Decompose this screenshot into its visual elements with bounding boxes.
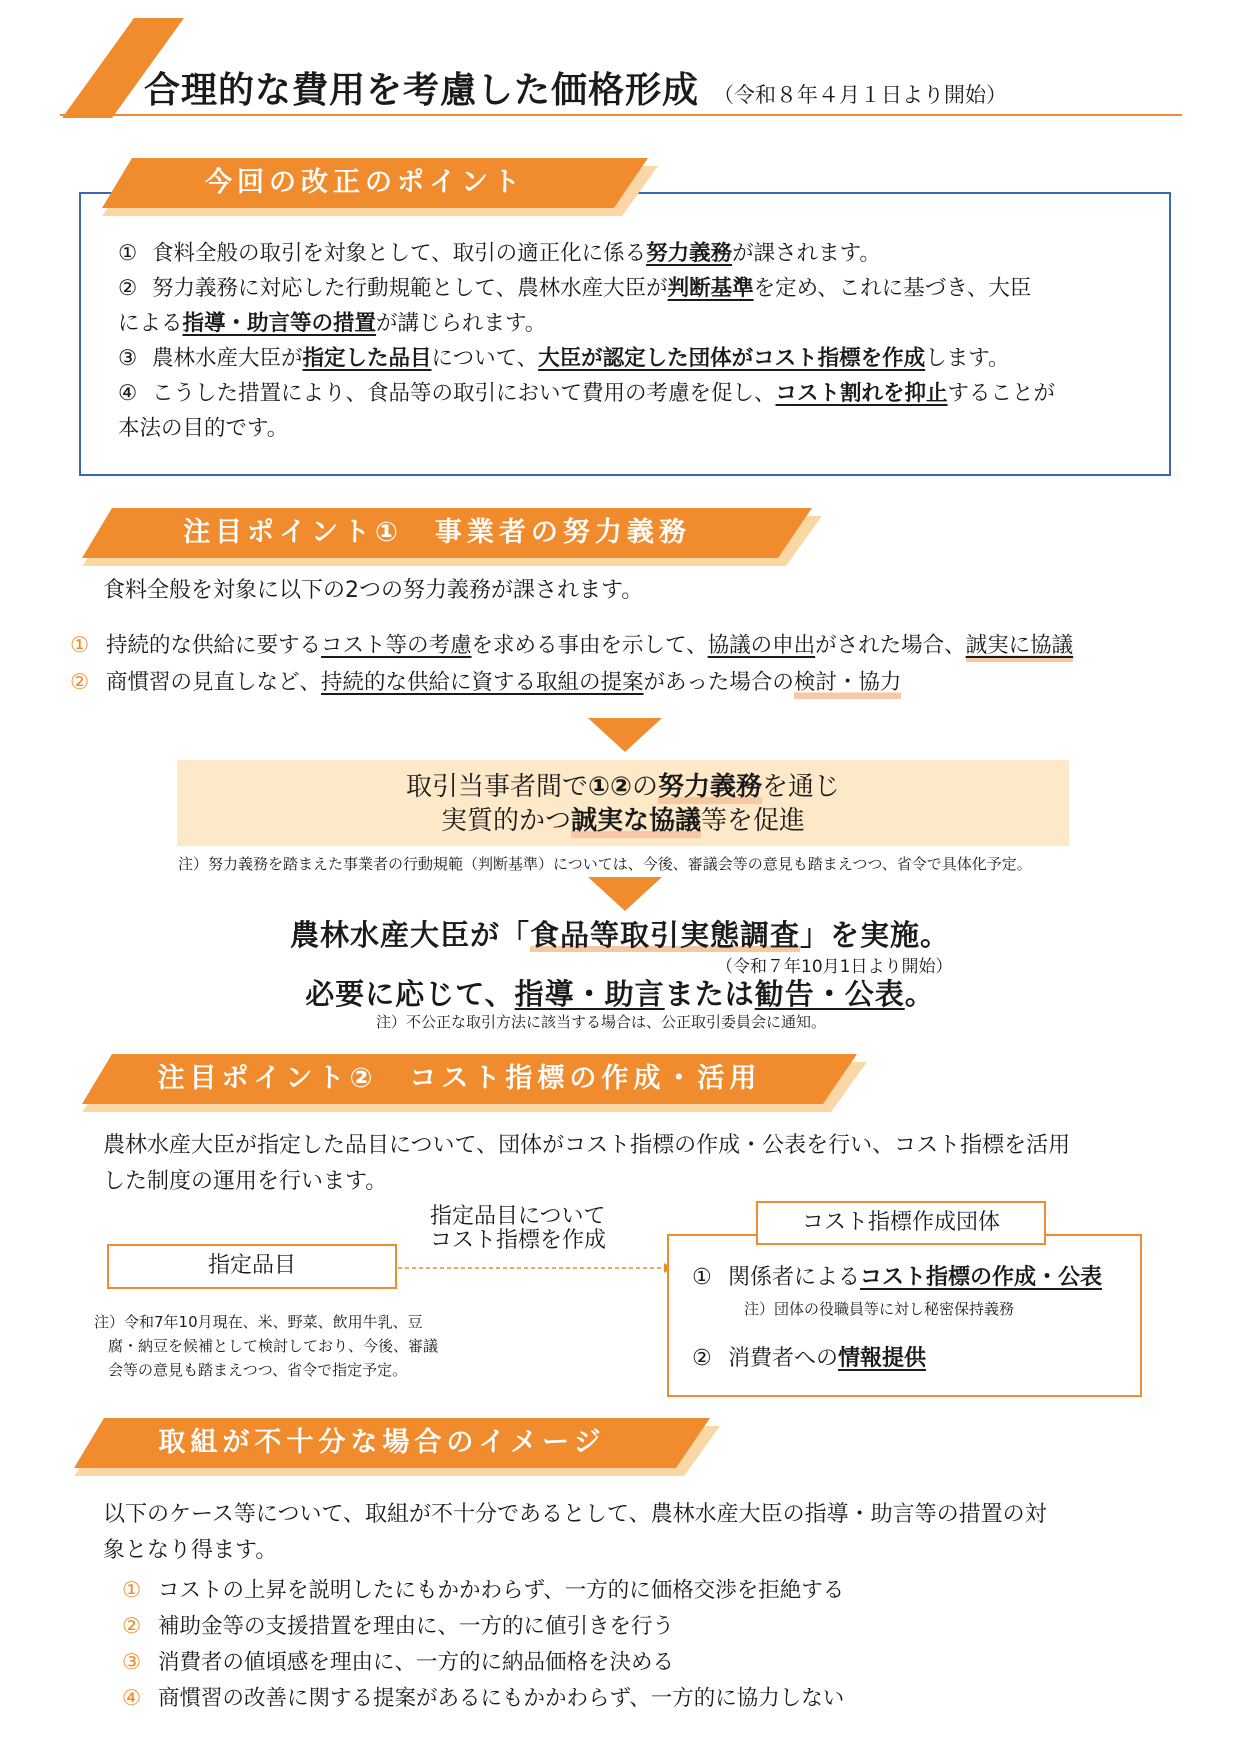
insufficient-case [122,1645,844,1681]
org-role-1-text: 関係者による [728,1265,861,1290]
insufficient-case-list [122,1573,844,1717]
survey-text-c: 」を実施。 [800,918,951,952]
focus2-banner-label: 注目ポイント② コスト指標の作成・活用 [157,1063,762,1094]
text-segment: が講じられます。 [376,311,547,336]
reform-point [118,341,1163,376]
text-segment: について、 [431,346,539,371]
case-num: ② [122,1614,142,1639]
text-segment: がされた場合、 [815,633,966,658]
page-title-text: 合理的な費用を考慮した価格形成 [144,70,700,111]
case-text: コストの上昇を説明したにもかかわらず、一方的に価格交渉を拒絶する [158,1578,845,1603]
insufficient-intro [103,1497,1047,1569]
reform-point [118,376,1163,411]
designated-items-note [94,1310,438,1382]
text-segment: を定め、これに基づき、大臣 [753,276,1032,301]
promotion-line-1 [177,770,1069,804]
case-num: ③ [122,1650,142,1675]
cost-index-org-title-text: コスト指標作成団体 [801,1210,1000,1235]
org-role-1-key: コスト指標の作成・公表 [860,1265,1103,1290]
guidance-measure-1: 指導・助言 [514,977,665,1011]
promotion-box [177,760,1069,846]
org-role-2-num: ② [692,1346,712,1371]
designated-items-label: 指定品目 [207,1253,296,1278]
text-segment: 本法の目的です。 [118,416,289,441]
text-segment: することが [947,381,1056,406]
text-segment: による [118,311,183,336]
reform-points-banner-label: 今回の改正のポイント [205,167,525,198]
text-segment: 取引当事者間で [405,772,588,802]
insufficient-banner [74,1418,720,1476]
text-segment: 実質的かつ [440,806,571,836]
cost-index-org-title [756,1201,1046,1245]
insufficient-case [122,1681,844,1717]
reform-points-list [118,236,1163,446]
survey-text-a: 農林水産大臣が「 [289,918,530,952]
insufficient-case [122,1573,844,1609]
text-segment: 農林水産大臣が [152,346,303,371]
org-confidentiality-note: 注）団体の役職員等に対し秘密保持義務 [744,1300,1015,1318]
guidance-text-e: 。 [904,977,935,1011]
survey-name: 食品等取引実態調査 [529,918,800,952]
text-segment: が課されます。 [732,241,881,266]
underlined-term: 判断基準 [667,276,754,301]
focus2-intro-line-1: 農林水産大臣が指定した品目について、団体がコスト指標の作成・公表を行い、コスト指標を活用 [103,1133,1071,1158]
down-arrow [588,877,662,911]
text-segment: の [632,772,659,802]
obligation-item [70,627,1073,664]
text-segment: 持続的な供給に要する [106,633,322,658]
text-segment: 食料全般の取引を対象として、取引の適正化に係る [152,241,647,266]
text-segment: 努力義務に対応した行動規範として、農林水産大臣が [152,276,668,301]
insufficient-banner-label: 取組が不十分な場合のイメージ [158,1427,606,1458]
text-segment: を通じ [762,772,841,802]
focus1-banner [82,508,822,566]
reform-point-text [152,341,1163,376]
guidance-text-c: または [664,977,755,1011]
underlined-term: コスト割れを抑止 [775,381,948,406]
obligation-item [70,664,1073,701]
underlined-term: 協議の申出 [707,633,816,658]
focus2-intro-line-2: した制度の運用を行います。 [103,1169,388,1194]
page-title-start-date: （令和８年４月１日より開始） [713,83,1008,107]
underlined-term: 大臣が認定した団体がコスト指標を作成 [538,346,926,371]
dashed-arrow [398,1262,673,1274]
focus1-obligation-list [70,627,1073,701]
underlined-term: 誠実に協議 [966,633,1074,662]
designated-note-line-2: 腐・納豆を候補として検討しており、今後、審議 [108,1337,439,1355]
underlined-term: コスト等の考慮 [321,633,472,658]
org-role-1 [692,1260,1102,1291]
reform-point [118,271,1163,306]
survey-statement [0,913,1240,954]
page-title [144,62,1007,113]
guidance-text-a: 必要に応じて、 [305,977,515,1011]
judgment-criteria-note: 注）努力義務を踏まえた事業者の行動規範（判断基準）については、今後、審議会等の意見も踏まえつつ、省令で具体化予定。 [178,855,1032,873]
text-segment: ①② [587,772,632,802]
designated-note-line-3: 会等の意見も踏まえつつ、省令で指定予定。 [108,1361,408,1379]
underlined-term: 持続的な供給に資する取組の提案 [321,670,644,695]
promotion-line-2 [177,804,1069,838]
text-segment: 努力義務 [658,772,763,802]
case-text: 補助金等の支援措置を理由に、一方的に値引きを行う [158,1614,675,1639]
text-segment: を求める事由を示して、 [471,633,708,658]
survey-start-date: （令和７年10月1日より開始） [716,957,953,977]
designated-items-box [107,1244,397,1289]
text-segment: 検討・協力 [794,670,902,699]
insufficient-case [122,1609,844,1645]
text-segment: 等を促進 [701,806,806,836]
designated-note-line-1: 注）令和7年10月現在、米、野菜、飲用牛乳、豆 [94,1313,423,1331]
reform-point-continuation [118,411,1163,446]
underlined-term: 指定した品目 [302,346,432,371]
arrow-label-line-1: 指定品目について [430,1204,606,1229]
obligation-num: ② [70,670,90,695]
org-role-2-text: 消費者への [728,1346,839,1371]
fair-trade-note: 注）不公正な取引方法に該当する場合は、公正取引委員会に通知。 [376,1013,827,1031]
underlined-term: 指導・助言等の措置 [182,311,377,336]
case-text: 商慣習の改善に関する提案があるにもかかわらず、一方的に協力しない [158,1686,845,1711]
reform-points-banner [102,158,658,216]
obligation-num: ① [70,633,90,658]
reform-point [118,236,1163,271]
focus2-intro [103,1128,1070,1200]
focus1-banner-label: 注目ポイント① 事業者の努力義務 [183,517,691,548]
reform-point-num: ① [118,241,138,266]
text-segment: 誠実な協議 [570,806,701,836]
guidance-measure-2: 勧告・公表 [754,977,905,1011]
insufficient-intro-line-2: 象となり得ます。 [103,1538,278,1563]
reform-point-num: ④ [118,381,138,406]
case-text: 消費者の値頃感を理由に、一方的に納品価格を決める [158,1650,675,1675]
text-segment: があった場合の [643,670,794,695]
insufficient-intro-line-1: 以下のケース等について、取組が不十分であるとして、農林水産大臣の指導・助言等の措置の対 [103,1502,1047,1527]
guidance-statement [0,972,1240,1013]
reform-point-text [152,236,1163,271]
reform-point-num: ③ [118,346,138,371]
title-rule [60,114,1182,116]
reform-point-continuation [118,306,1163,341]
underlined-term: 努力義務 [646,241,733,266]
down-arrow [588,718,662,752]
reform-point-text [152,376,1163,411]
org-role-2-key: 情報提供 [838,1346,927,1371]
org-role-2 [692,1341,926,1372]
reform-point-text [152,271,1163,306]
arrow-label-line-2: コスト指標を作成 [430,1228,607,1253]
org-role-1-num: ① [692,1265,712,1290]
reform-point-num: ② [118,276,138,301]
text-segment: こうした措置により、食品等の取引において費用の考慮を促し、 [152,381,776,406]
focus2-banner [82,1054,867,1112]
text-segment: します。 [925,346,1010,371]
arrow-label [430,1205,606,1253]
focus1-intro: 食料全般を対象に以下の2つの努力義務が課されます。 [103,578,644,603]
text-segment: 商慣習の見直しなど、 [106,670,322,695]
case-num: ④ [122,1686,142,1711]
case-num: ① [122,1578,142,1603]
